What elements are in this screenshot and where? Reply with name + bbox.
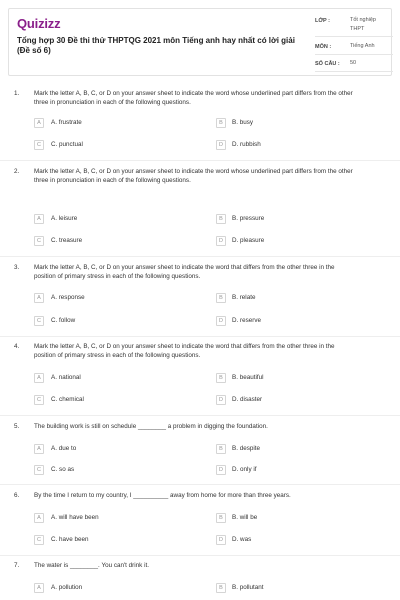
- question-number: 5.: [14, 423, 20, 430]
- option-a-text[interactable]: A. will have been: [51, 514, 99, 521]
- option-c-box[interactable]: C: [34, 140, 44, 150]
- class-value-line-1: Tốt nghiệp: [350, 17, 376, 23]
- question-divider: [0, 555, 400, 556]
- option-b-text[interactable]: B. will be: [232, 514, 258, 521]
- option-a-text[interactable]: A. leisure: [51, 215, 78, 222]
- option-b-box[interactable]: B: [216, 118, 226, 128]
- option-b-box[interactable]: B: [216, 373, 226, 383]
- option-c-box[interactable]: C: [34, 316, 44, 326]
- question-text-line-1: Mark the letter A, B, C, or D on your answer sheet to indicate the word whose underlined part differs from the other: [34, 90, 353, 97]
- option-c-text[interactable]: C. treasure: [51, 237, 83, 244]
- option-d-text[interactable]: D. reserve: [232, 317, 262, 324]
- question-divider: [0, 256, 400, 257]
- worksheet-title: Tổng hợp 30 Đề thi thử THPTQG 2021 môn Tiếng anh hay nhất có lời giải (Đề số 6): [17, 36, 295, 55]
- meta-divider: [315, 71, 393, 72]
- option-b-box[interactable]: B: [216, 293, 226, 303]
- question-number: 7.: [14, 562, 20, 569]
- option-d-text[interactable]: D. was: [232, 536, 252, 543]
- question-text-line-1: Mark the letter A, B, C, or D on your answer sheet to indicate the word that differs from the other three in the: [34, 343, 335, 350]
- option-c-box[interactable]: C: [34, 395, 44, 405]
- question-divider: [0, 336, 400, 337]
- class-label: LỚP :: [315, 18, 330, 24]
- question-text-line-2: position of primary stress in each of the following questions.: [34, 273, 201, 280]
- question-text-line-1: The building work is still on schedule ________ a problem in digging the foundation.: [34, 423, 268, 430]
- class-value-line-2: THPT: [350, 26, 365, 32]
- question-number: 4.: [14, 343, 20, 350]
- question-number: 1.: [14, 90, 20, 97]
- option-b-text[interactable]: B. beautiful: [232, 374, 264, 381]
- option-d-box[interactable]: D: [216, 465, 226, 475]
- question-text-line-2: position of primary stress in each of the following questions.: [34, 352, 201, 359]
- question-text-line-1: By the time I return to my country, I __________ away from home for more than three years.: [34, 492, 291, 499]
- option-d-text[interactable]: D. pleasure: [232, 237, 265, 244]
- option-d-text[interactable]: D. rubbish: [232, 141, 261, 148]
- option-c-box[interactable]: C: [34, 236, 44, 246]
- question-number: 3.: [14, 264, 20, 271]
- option-d-text[interactable]: D. disaster: [232, 396, 263, 403]
- option-d-box[interactable]: D: [216, 535, 226, 545]
- option-a-text[interactable]: A. frustrate: [51, 119, 82, 126]
- option-a-box[interactable]: A: [34, 373, 44, 383]
- option-b-box[interactable]: B: [216, 214, 226, 224]
- option-a-text[interactable]: A. response: [51, 294, 85, 301]
- option-d-box[interactable]: D: [216, 236, 226, 246]
- option-c-box[interactable]: C: [34, 465, 44, 475]
- option-b-text[interactable]: B. despite: [232, 445, 261, 452]
- question-number: 6.: [14, 492, 20, 499]
- option-b-text[interactable]: B. busy: [232, 119, 253, 126]
- question-number: 2.: [14, 168, 20, 175]
- option-d-box[interactable]: D: [216, 395, 226, 405]
- option-c-text[interactable]: C. chemical: [51, 396, 84, 403]
- option-a-text[interactable]: A. pollution: [51, 584, 83, 591]
- option-c-text[interactable]: C. have been: [51, 536, 89, 543]
- option-d-box[interactable]: D: [216, 140, 226, 150]
- option-b-box[interactable]: B: [216, 444, 226, 454]
- quizizz-logo[interactable]: Quizizz: [17, 16, 61, 31]
- option-b-box[interactable]: B: [216, 583, 226, 593]
- option-a-box[interactable]: A: [34, 293, 44, 303]
- question-divider: [0, 160, 400, 161]
- option-a-box[interactable]: A: [34, 214, 44, 224]
- option-a-text[interactable]: A. national: [51, 374, 81, 381]
- worksheet-header: [8, 8, 392, 76]
- question-divider: [0, 484, 400, 485]
- meta-divider: [315, 54, 393, 55]
- meta-divider: [315, 36, 393, 37]
- question-text-line-1: The water is ________. You can't drink it.: [34, 562, 149, 569]
- question-count-label: SỐ CÂU :: [315, 61, 340, 67]
- option-b-text[interactable]: B. pollutant: [232, 584, 264, 591]
- question-count-value: 50: [350, 60, 357, 66]
- option-c-text[interactable]: C. follow: [51, 317, 76, 324]
- option-d-box[interactable]: D: [216, 316, 226, 326]
- question-text-line-1: Mark the letter A, B, C, or D on your answer sheet to indicate the word whose underlined part differs from the other: [34, 168, 353, 175]
- option-a-box[interactable]: A: [34, 444, 44, 454]
- question-text-line-2: three in pronunciation in each of the following questions.: [34, 99, 191, 106]
- option-a-box[interactable]: A: [34, 583, 44, 593]
- option-b-text[interactable]: B. pressure: [232, 215, 265, 222]
- option-a-box[interactable]: A: [34, 118, 44, 128]
- option-c-box[interactable]: C: [34, 535, 44, 545]
- option-b-text[interactable]: B. relate: [232, 294, 256, 301]
- option-d-text[interactable]: D. only if: [232, 466, 257, 473]
- question-text-line-1: Mark the letter A, B, C, or D on your answer sheet to indicate the word that differs from the other three in the: [34, 264, 335, 271]
- option-a-text[interactable]: A. due to: [51, 445, 77, 452]
- option-c-text[interactable]: C. so as: [51, 466, 75, 473]
- option-c-text[interactable]: C. punctual: [51, 141, 83, 148]
- subject-label: MÔN :: [315, 44, 332, 50]
- question-text-line-2: three in pronunciation in each of the following questions.: [34, 177, 191, 184]
- option-b-box[interactable]: B: [216, 513, 226, 523]
- option-a-box[interactable]: A: [34, 513, 44, 523]
- question-divider: [0, 415, 400, 416]
- subject-value: Tiếng Anh: [350, 43, 375, 49]
